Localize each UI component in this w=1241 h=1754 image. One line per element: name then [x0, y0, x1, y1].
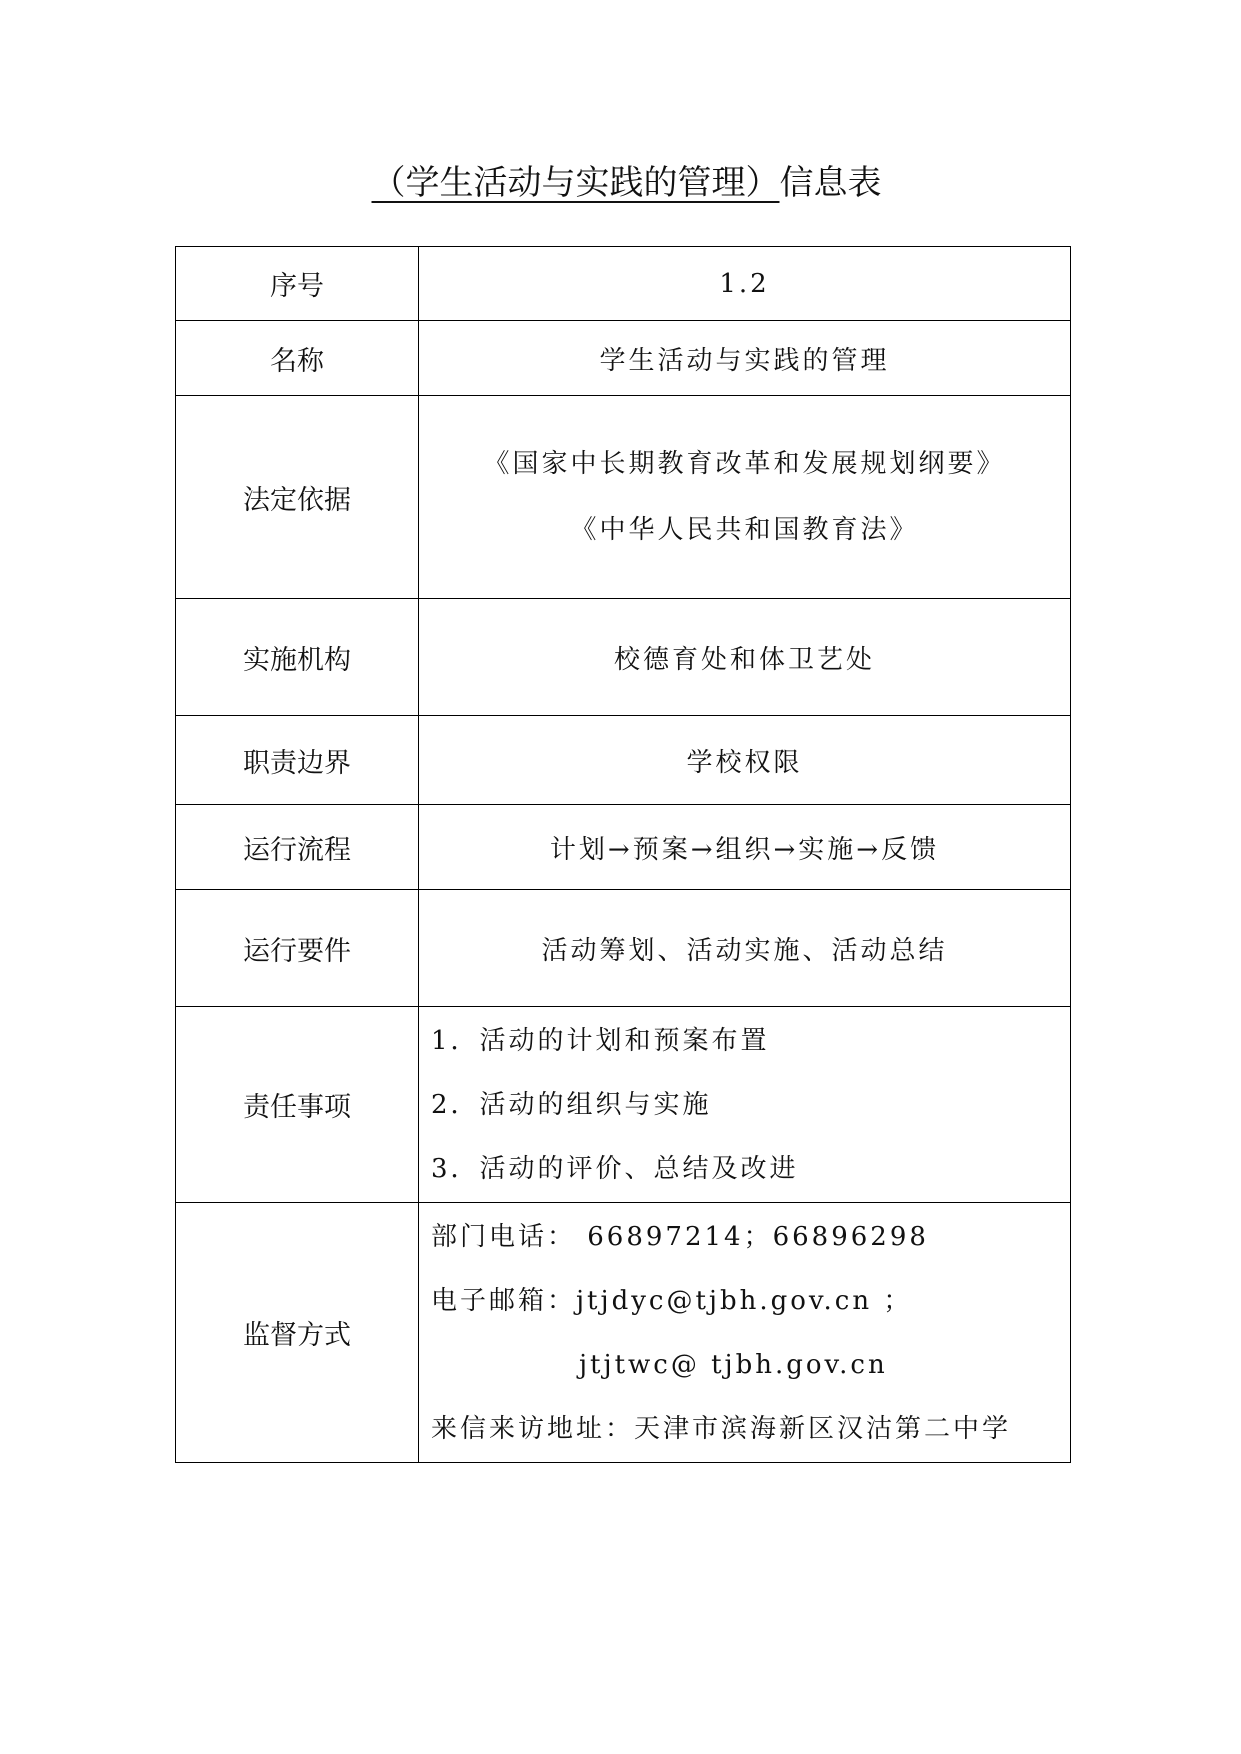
- value-serial: 1.2: [419, 247, 1071, 321]
- page-title: [0, 160, 1241, 206]
- supervision-address: 来信来访地址：天津市滨海新区汉沽第二中学: [431, 1413, 1012, 1444]
- row-name: [176, 321, 1071, 396]
- label-supervision: 监督方式: [176, 1203, 419, 1463]
- label-serial: 序号: [176, 247, 419, 321]
- title-underlined: （学生活动与实践的管理）: [371, 163, 780, 203]
- value-process: 计划→预案→组织→实施→反馈: [419, 805, 1071, 890]
- row-legal-basis: [176, 396, 1071, 599]
- label-legal-basis: 法定依据: [176, 396, 419, 599]
- row-boundary: [176, 716, 1071, 805]
- row-elements: [176, 890, 1071, 1007]
- info-table: [175, 246, 1071, 1463]
- row-serial: [176, 247, 1071, 321]
- supervision-email-2: jtjtwc@ tjbh.gov.cn: [579, 1349, 888, 1380]
- label-responsibilities: 责任事项: [176, 1007, 419, 1203]
- value-responsibilities: [419, 1007, 1071, 1203]
- supervision-email: 电子邮箱：jtjdyc@tjbh.gov.cn ；: [431, 1285, 913, 1316]
- responsibility-item: 1．活动的计划和预案布置: [431, 1025, 770, 1056]
- row-responsibilities: [176, 1007, 1071, 1203]
- value-boundary: 学校权限: [419, 716, 1071, 805]
- label-boundary: 职责边界: [176, 716, 419, 805]
- label-process: 运行流程: [176, 805, 419, 890]
- row-process: [176, 805, 1071, 890]
- value-legal-basis: [419, 396, 1071, 599]
- title-suffix: 信息表: [779, 163, 882, 203]
- responsibility-item: 3．活动的评价、总结及改进: [431, 1153, 799, 1184]
- value-elements: 活动筹划、活动实施、活动总结: [419, 890, 1071, 1007]
- row-supervision: [176, 1203, 1071, 1463]
- row-agency: [176, 599, 1071, 716]
- supervision-phone: 部门电话： 66897214；66896298: [431, 1221, 929, 1252]
- legal-basis-line: 《国家中长期教育改革和发展规划纲要》: [483, 449, 1006, 479]
- label-elements: 运行要件: [176, 890, 419, 1007]
- value-supervision: [419, 1203, 1071, 1463]
- value-agency: 校德育处和体卫艺处: [419, 599, 1071, 716]
- responsibility-item: 2．活动的组织与实施: [431, 1089, 712, 1120]
- label-name: 名称: [176, 321, 419, 396]
- legal-basis-line: 《中华人民共和国教育法》: [570, 515, 919, 545]
- value-name: 学生活动与实践的管理: [419, 321, 1071, 396]
- label-agency: 实施机构: [176, 599, 419, 716]
